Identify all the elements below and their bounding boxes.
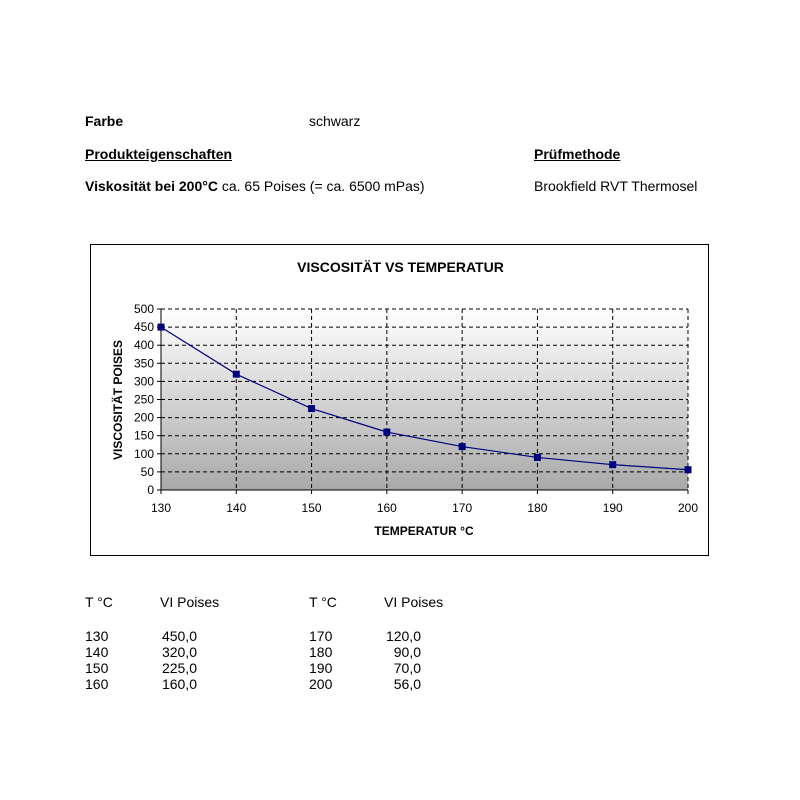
viscosity-label: Viskosität bei 200°C — [85, 178, 218, 194]
table-cell-value: 450,0 — [161, 628, 197, 644]
data-point — [459, 443, 466, 450]
y-tick-label: 50 — [140, 464, 154, 479]
x-tick-label: 180 — [527, 501, 548, 515]
table-header-t1: T °C — [85, 594, 113, 610]
data-point — [534, 454, 541, 461]
y-tick-label: 200 — [133, 410, 154, 425]
x-tick-label: 140 — [226, 501, 247, 515]
y-tick-label: 500 — [133, 302, 154, 316]
table-cell-temp: 150 — [85, 660, 109, 676]
method-value: Brookfield RVT Thermosel — [534, 178, 698, 194]
y-tick-label: 450 — [133, 320, 154, 335]
x-axis-title: TEMPERATUR °C — [374, 524, 474, 538]
x-tick-label: 170 — [452, 501, 473, 515]
table-cell-temp: 170 — [309, 628, 333, 644]
y-tick-label: 350 — [133, 356, 154, 371]
props-heading: Produkteigenschaften — [85, 146, 233, 162]
table-cell-temp: 140 — [85, 644, 109, 660]
method-heading: Prüfmethode — [534, 146, 621, 162]
viscosity-chart — [91, 245, 710, 557]
table-cell-temp: 190 — [309, 660, 333, 676]
data-point — [233, 371, 240, 378]
table-cell-temp: 200 — [309, 676, 333, 692]
viscosity-row — [85, 178, 425, 194]
y-axis-title: VISCOSITÄT POISES — [111, 339, 125, 461]
farbe-label: Farbe — [85, 113, 124, 129]
y-ticks — [134, 302, 161, 497]
table-cell-value: 56,0 — [393, 676, 421, 692]
data-point — [609, 461, 616, 468]
table-cell-value: 160,0 — [161, 676, 197, 692]
data-point — [685, 466, 692, 473]
table-cell-temp: 130 — [85, 628, 109, 644]
table-cell-value: 120,0 — [385, 628, 421, 644]
table-header-t2: T °C — [309, 594, 337, 610]
table-cell-value: 90,0 — [393, 644, 421, 660]
x-tick-label: 190 — [602, 501, 623, 515]
y-tick-label: 400 — [133, 338, 154, 353]
table-cell-value: 225,0 — [161, 660, 197, 676]
y-tick-label: 150 — [133, 428, 154, 443]
data-point — [158, 324, 165, 331]
table-cell-value: 320,0 — [161, 644, 197, 660]
y-tick-label: 0 — [147, 483, 154, 497]
farbe-value: schwarz — [309, 113, 361, 129]
x-tick-label: 130 — [150, 501, 172, 515]
y-tick-label: 250 — [133, 392, 154, 407]
table-cell-temp: 160 — [85, 676, 109, 692]
chart-title: VISCOSITÄT VS TEMPERATUR — [297, 259, 504, 275]
y-tick-label: 300 — [133, 374, 154, 389]
data-point — [383, 429, 390, 436]
x-ticks — [151, 490, 698, 515]
x-tick-label: 150 — [301, 501, 322, 515]
y-tick-label: 100 — [133, 446, 154, 461]
table-header-v2: VI Poises — [384, 594, 444, 610]
x-tick-label: 160 — [376, 501, 397, 515]
data-point — [308, 405, 315, 412]
x-tick-label: 200 — [677, 501, 699, 515]
viscosity-value: ca. 65 Poises (= ca. 6500 mPas) — [221, 178, 425, 194]
chart-frame — [90, 244, 709, 556]
table-header-v1: VI Poises — [160, 594, 220, 610]
table-cell-value: 70,0 — [393, 660, 421, 676]
table-cell-temp: 180 — [309, 644, 333, 660]
